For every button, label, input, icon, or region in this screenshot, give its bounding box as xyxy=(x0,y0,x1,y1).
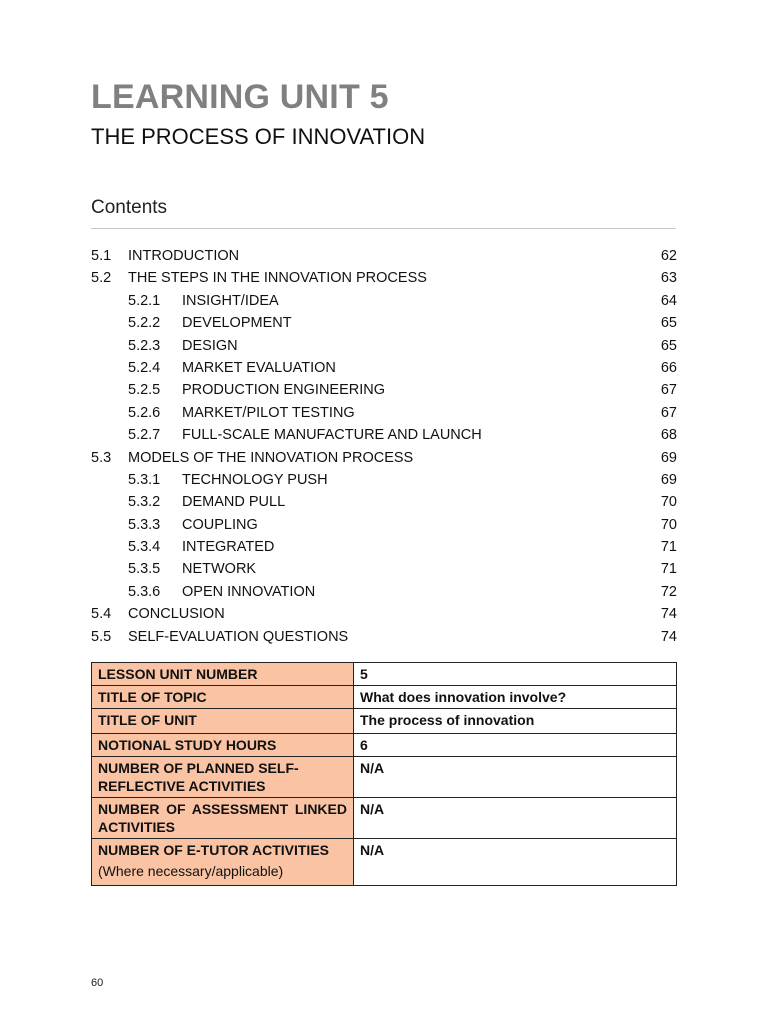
toc-title: OPEN INNOVATION xyxy=(182,583,316,600)
toc-entry xyxy=(91,469,677,491)
toc-number: 5.3.6 xyxy=(128,583,161,600)
toc-number: 5.2.5 xyxy=(128,382,161,399)
toc-page-number: 67 xyxy=(660,382,677,399)
toc-entry xyxy=(91,491,677,513)
toc-entry xyxy=(91,245,677,267)
table-row xyxy=(92,757,677,798)
toc-page-number: 67 xyxy=(660,404,677,421)
toc-title: INSIGHT/IDEA xyxy=(182,292,279,309)
info-label-note: (Where necessary/applicable) xyxy=(98,863,284,879)
toc-number: 5.3 xyxy=(91,449,112,466)
toc-page-number: 63 xyxy=(660,270,677,287)
toc-title: TECHNOLOGY PUSH xyxy=(182,471,328,488)
toc-page-number: 74 xyxy=(660,628,677,645)
toc-entry xyxy=(91,626,677,648)
toc-number: 5.2 xyxy=(91,270,112,287)
toc-entry xyxy=(91,402,677,424)
toc-title: MODELS OF THE INNOVATION PROCESS xyxy=(128,449,414,466)
toc-page-number: 62 xyxy=(660,248,677,264)
info-label: NUMBER OF E-TUTOR ACTIVITIES xyxy=(98,842,329,858)
page-number: 60 xyxy=(91,977,104,989)
contents-divider xyxy=(91,228,676,229)
toc-number: 5.2.4 xyxy=(128,359,161,376)
toc-title: INTRODUCTION xyxy=(128,248,240,264)
toc-number: 5.3.5 xyxy=(128,561,161,578)
toc-entry xyxy=(91,447,677,469)
toc-title: COUPLING xyxy=(182,516,258,533)
toc-page-number: 70 xyxy=(660,494,677,511)
info-value: N/A xyxy=(354,798,677,839)
toc-page-number: 71 xyxy=(660,539,677,556)
toc-page-number: 66 xyxy=(660,359,677,376)
info-label-cell xyxy=(92,839,354,886)
toc-title: INTEGRATED xyxy=(182,539,275,556)
toc-title: SELF-EVALUATION QUESTIONS xyxy=(128,628,349,645)
contents-heading: Contents xyxy=(91,197,168,218)
info-label: NUMBER OF PLANNED SELF-REFLECTIVE ACTIVITIES xyxy=(92,757,354,798)
toc-title: CONCLUSION xyxy=(128,606,225,623)
toc-number: 5.3.2 xyxy=(128,494,161,511)
toc-title: DESIGN xyxy=(182,337,238,354)
toc-page-number: 72 xyxy=(660,583,677,600)
toc-number: 5.1 xyxy=(91,248,112,264)
toc-entry xyxy=(91,424,677,446)
info-value: N/A xyxy=(354,839,677,886)
toc-number: 5.4 xyxy=(91,606,112,623)
toc-entry xyxy=(91,581,677,603)
toc-entry xyxy=(91,267,677,289)
toc-page-number: 64 xyxy=(660,292,677,309)
toc-entry xyxy=(91,536,677,558)
unit-heading: LEARNING UNIT 5 xyxy=(91,78,389,116)
table-row xyxy=(92,798,677,839)
toc-page-number: 69 xyxy=(660,449,677,466)
toc-number: 5.5 xyxy=(91,628,112,645)
info-label: NUMBER OF ASSESSMENT LINKED ACTIVITIES xyxy=(92,798,354,839)
toc-number: 5.2.7 xyxy=(128,427,161,444)
toc-entry xyxy=(91,558,677,580)
toc-number: 5.3.3 xyxy=(128,516,161,533)
toc-number: 5.3.1 xyxy=(128,471,161,488)
toc-page-number: 65 xyxy=(660,337,677,354)
toc-number: 5.3.4 xyxy=(128,539,161,556)
info-value: N/A xyxy=(354,757,677,798)
toc-title: DEMAND PULL xyxy=(182,494,286,511)
toc-title: NETWORK xyxy=(182,561,257,578)
toc-entry xyxy=(91,312,677,334)
toc-entry xyxy=(91,379,677,401)
toc-number: 5.2.6 xyxy=(128,404,161,421)
info-value: What does innovation involve? xyxy=(354,686,677,709)
info-label: TITLE OF UNIT xyxy=(92,709,354,734)
toc-entry xyxy=(91,290,677,312)
toc-entry xyxy=(91,603,677,625)
toc-page-number: 68 xyxy=(660,427,677,444)
toc-title: PRODUCTION ENGINEERING xyxy=(182,382,386,399)
toc-page-number: 69 xyxy=(660,471,677,488)
toc-entry xyxy=(91,335,677,357)
info-label: LESSON UNIT NUMBER xyxy=(92,663,354,686)
table-row xyxy=(92,839,677,886)
table-row xyxy=(92,709,677,734)
info-value: 6 xyxy=(354,734,677,757)
table-row xyxy=(92,734,677,757)
toc-number: 5.2.1 xyxy=(128,292,161,309)
toc-number: 5.2.2 xyxy=(128,315,161,332)
toc-number: 5.2.3 xyxy=(128,337,161,354)
info-label: NOTIONAL STUDY HOURS xyxy=(92,734,354,757)
toc-entry xyxy=(91,514,677,536)
info-value: 5 xyxy=(354,663,677,686)
toc-page-number: 70 xyxy=(660,516,677,533)
toc-title: MARKET EVALUATION xyxy=(182,359,336,376)
toc-page-number: 65 xyxy=(660,315,677,332)
table-row xyxy=(92,686,677,709)
toc-title: DEVELOPMENT xyxy=(182,315,292,332)
toc-page-number: 74 xyxy=(660,606,677,623)
info-label: TITLE OF TOPIC xyxy=(92,686,354,709)
toc-entry xyxy=(91,357,677,379)
info-value: The process of innovation xyxy=(354,709,677,734)
toc-title: MARKET/PILOT TESTING xyxy=(182,404,355,421)
toc-title: FULL-SCALE MANUFACTURE AND LAUNCH xyxy=(182,427,482,444)
unit-info-table xyxy=(91,662,677,886)
table-row xyxy=(92,663,677,686)
toc-page-number: 71 xyxy=(660,561,677,578)
unit-title: THE PROCESS OF INNOVATION xyxy=(91,124,426,149)
toc-title: THE STEPS IN THE INNOVATION PROCESS xyxy=(128,270,427,287)
table-of-contents xyxy=(91,245,677,648)
